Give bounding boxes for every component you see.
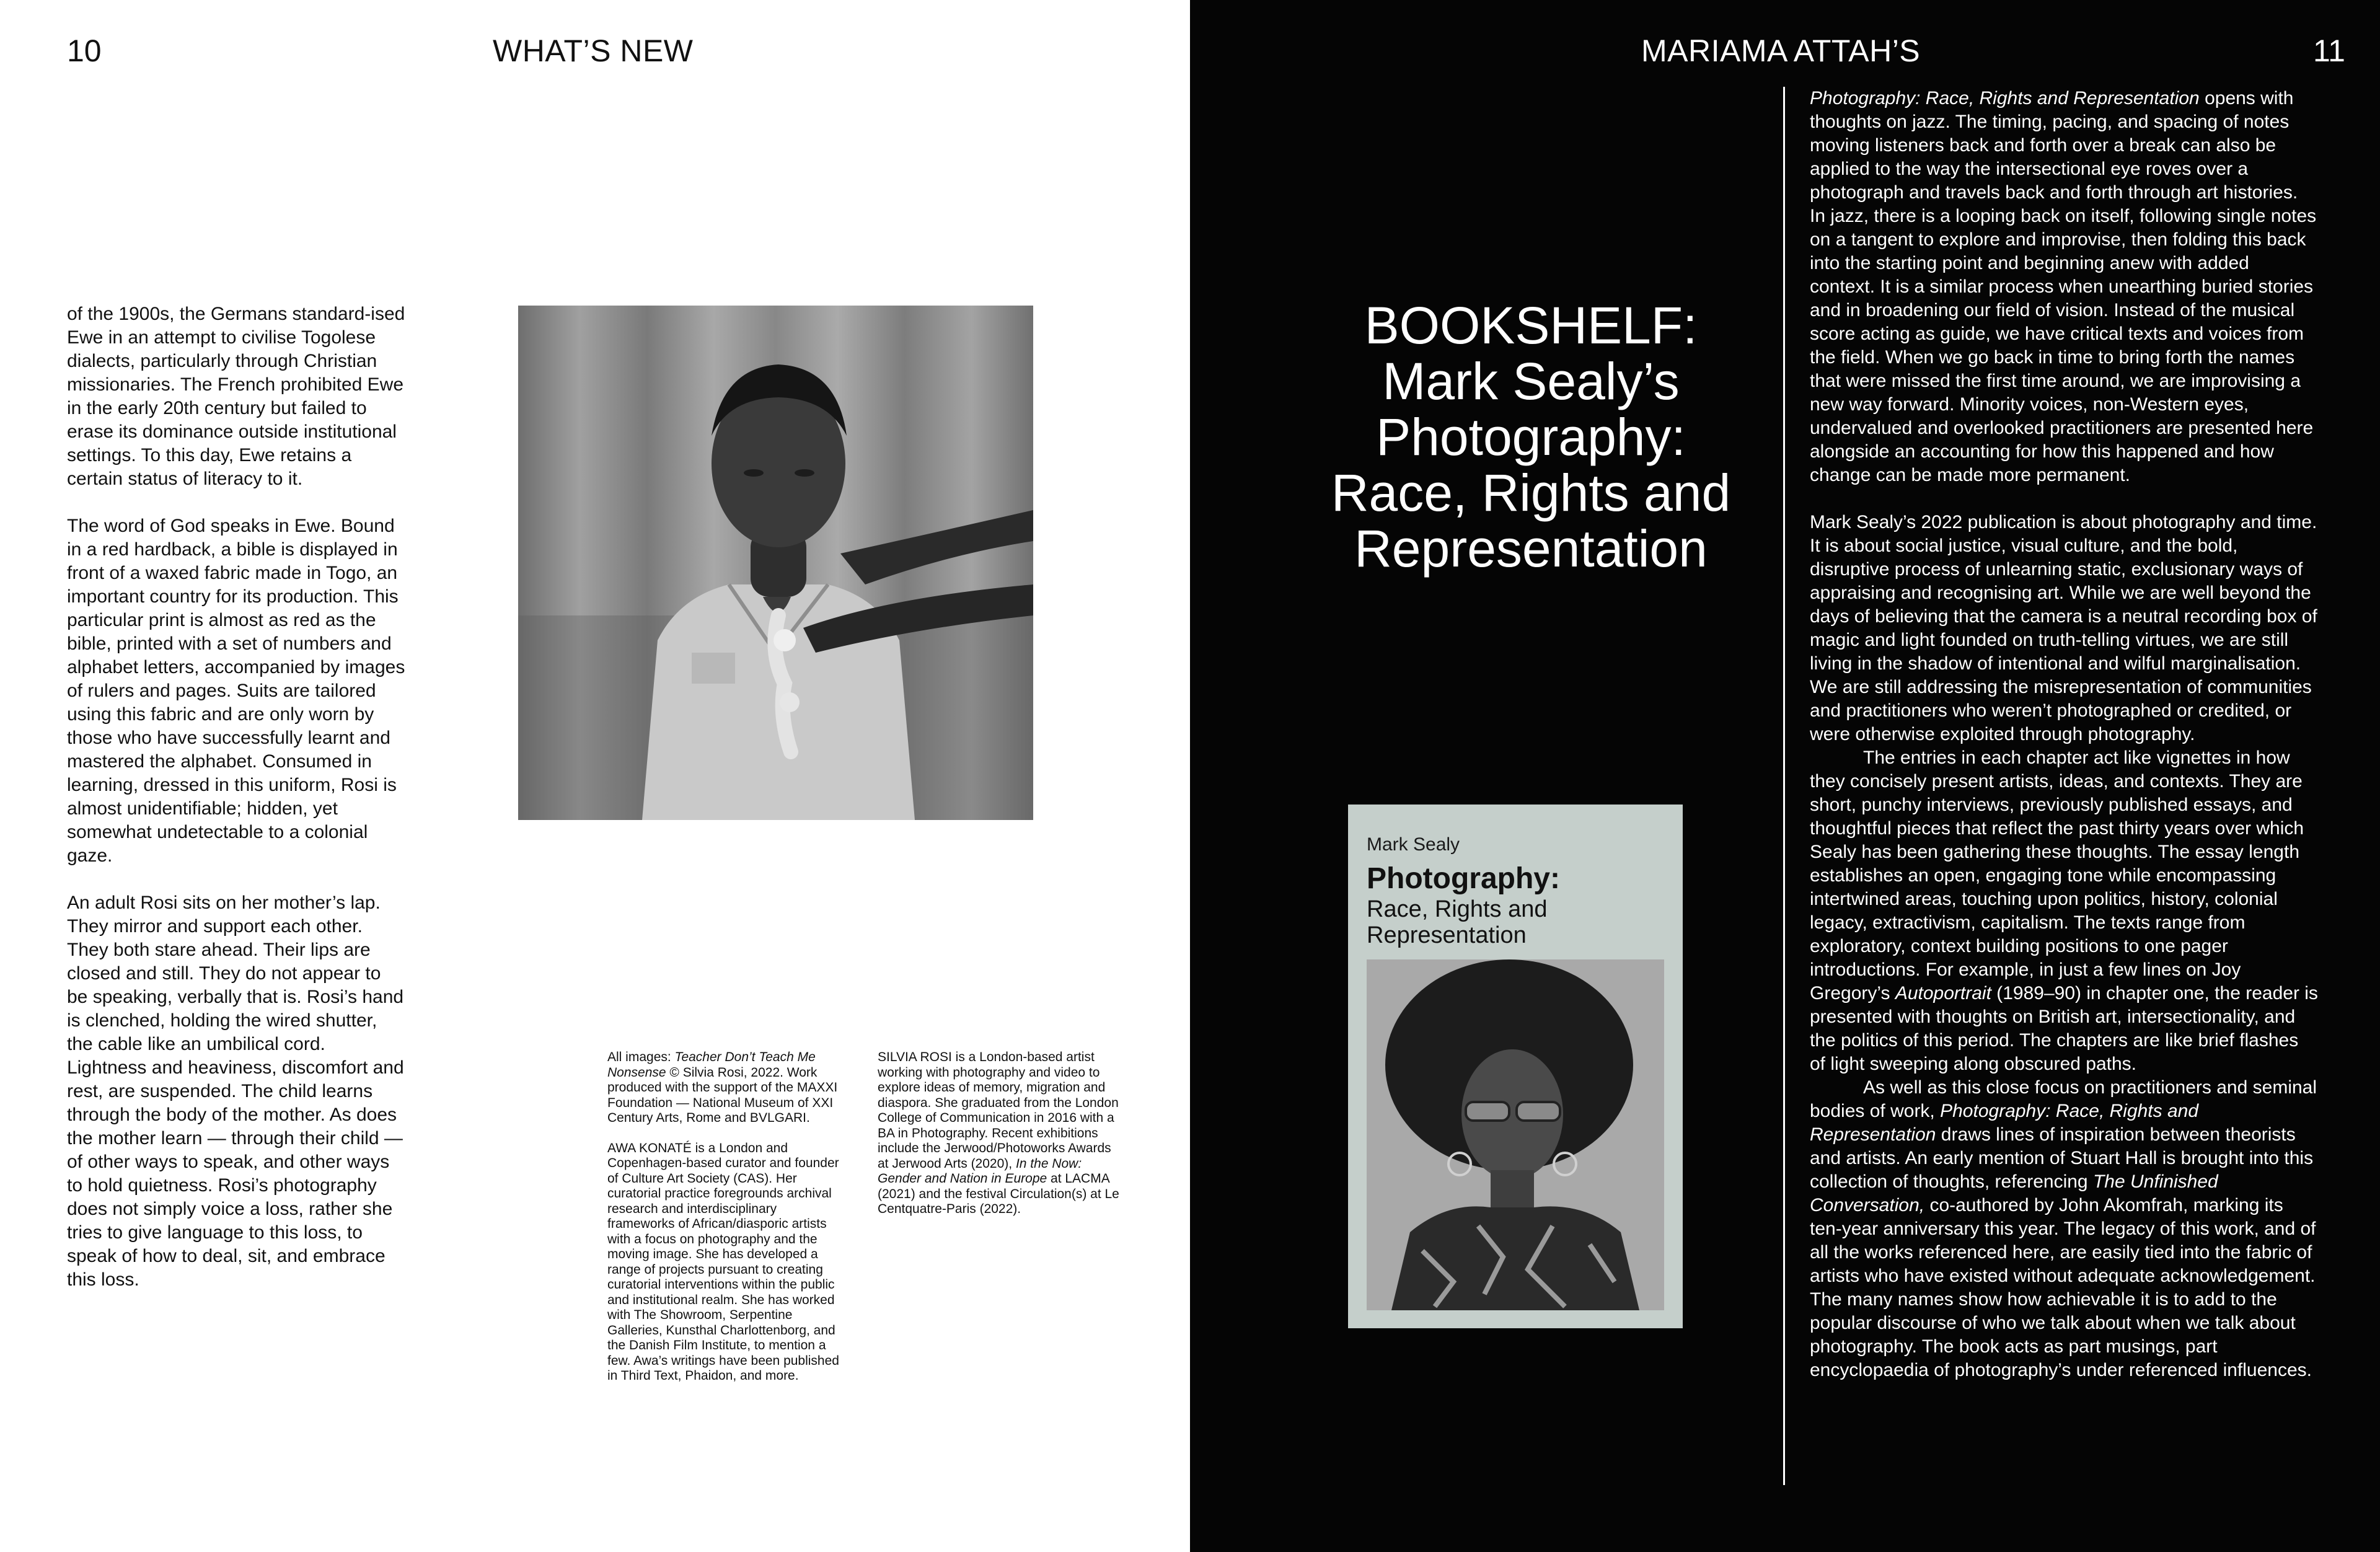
page-number-right: 11 (2313, 33, 2345, 68)
running-head-right: MARIAMA ATTAH’S (1641, 33, 1921, 68)
silvia-bio-part-b: at LACMA (2021) and the festival Circulation(s) at Le Centquatre-Paris (2022). (878, 1171, 1119, 1216)
book-cover-portrait (1367, 959, 1664, 1310)
headline-line-2: Mark Sealy’s (1382, 352, 1680, 410)
article-paragraph-2: Mark Sealy’s 2022 publication is about photography and time. It is about social justice, visual culture, and the bold, disruptive process of unlearning static, exclusionary ways of appraising and recognising art. While we are well beyond the days of believing that the camera is a neutral recording box of magic and light founded on truth-telling virtues, we are still living in the shadow of intentional and wilful marginalisation. We are still addressing the misrepresentation of communities and practitioners who weren’t photographed or credited, or were otherwise exploited through photography. (1810, 512, 2317, 744)
page-number-left: 10 (67, 33, 102, 68)
body-paragraph-1: of the 1900s, the Germans standard-ised Ewe in an attempt to civilise Togolese dialects, particularly through Christian missionaries. The French prohibited Ewe in the early 20th century but failed to erase its dominance outside institutional settings. To this day, Ewe retains a certain status of literacy to it. (67, 304, 405, 489)
headline-line-5: Representation (1354, 519, 1708, 578)
image-credit-title: Teacher Don’t Teach Me Nonsense (607, 1050, 816, 1080)
p3-part-a: The entries in each chapter act like vignettes in how they concisely present artists, ideas, and contexts. They are short, punchy interviews, previously published essays, and thoughtful pieces that reflect the past thirty years over which Sealy has been gathering these thoughts. The essay length establishes an open, engaging tone while encompassing intertwined areas, touching upon politics, history, colonial legacy, extractivism, capitalism. The texts range from exploratory, context building positions to one pager introductions. For example, in just a few lines on Joy Gregory’s (1810, 747, 2304, 1003)
caption-column-2 (878, 1050, 1123, 1232)
book-author: Mark Sealy (1367, 834, 1460, 855)
p4-part-a: As well as this close focus on practitioners and seminal bodies of work, (1810, 1077, 2317, 1121)
right-article-column (1810, 87, 2318, 1382)
p3-italic: Autoportrait (1895, 983, 1991, 1003)
silvia-bio-part-a: SILVIA ROSI is a London-based artist working with photography and video to explore ideas of memory, migration and diaspora. She graduated from the London College of Communication in 2016 with a BA in Photography. Recent exhibitions include the Jerwood/Photoworks Awards at Jerwood Arts (2020), (878, 1050, 1119, 1171)
p1-rest: opens with thoughts on jazz. The timing, pacing, and spacing of notes moving listeners back and forth over a break can also be applied to the way the intersectional eye roves over a photograph and travels back and forth through art histories. In jazz, there is a looping back on itself, following single notes on a tangent to explore and improvise, then folding this back into the starting point and beginning anew with added context. It is a similar process when unearthing buried stories and in broadening our field of vision. Instead of the musical score acting as guide, we have critical texts and voices from the field. When we go back in time to bring forth the names that were missed the first time around, we are improvising a new way forward. Minority voices, non-Western eyes, undervalued and overlooked practitioners are presented here alongside an accounting for how this happened and how change can be made more permanent. (1810, 88, 2317, 485)
image-credit-prefix: All images: (607, 1050, 675, 1064)
silvia-rosi-bio (878, 1050, 1123, 1217)
body-paragraph-3: An adult Rosi sits on her mother’s lap. They mirror and support each other. They both stare ahead. Their lips are closed and still. They do not appear to be speaking, verbally that is. Rosi’s hand is clenched, holding the wired shutter, the cable like an umbilical cord. Lightness and heaviness, discomfort and rest, are suspended. The child learns through the body of the mother. As does the mother learn — through their child — of other ways to speak, and other ways to hold quietness. Rosi’s photography does not simply voice a loss, rather she tries to give language to this loss, to speak of how to deal, sit, and embrace this loss. (67, 893, 404, 1290)
headline-line-3: Photography: (1376, 408, 1686, 466)
silvia-bio-italic: In the Now: Gender and Nation in Europe (878, 1156, 1082, 1186)
book-title: Photography: (1367, 862, 1560, 895)
book-cover (1348, 805, 1683, 1328)
column-divider (1783, 87, 1785, 1485)
paragraph-gap (1810, 487, 2318, 511)
caption-column-1 (607, 1050, 845, 1399)
photo-illustration (518, 306, 1033, 820)
book-subtitle: Race, Rights and Representation (1367, 896, 1548, 948)
running-head-left: WHAT’S NEW (493, 33, 694, 68)
p4-italic-1: Photography: Race, Rights and Representation (1810, 1101, 2199, 1145)
portrait-photo-teacher (518, 306, 1033, 820)
bookshelf-headline (1289, 298, 1773, 576)
cover-portrait-illustration (1367, 959, 1664, 1310)
body-paragraph-2: The word of God speaks in Ewe. Bound in a red hardback, a bible is displayed in front of a waxed fabric made in Togo, an important country for its production. This particular print is almost as red as the bible, printed with a set of numbers and alphabet letters, accompanied by images of rulers and pages. Suits are tailored using this fabric and are only worn by those who have successfully learnt and mastered the alphabet. Consumed in learning, dressed in this uniform, Rosi is almost unidentifiable; hidden, yet somewhat undetectable to a colonial gaze. (67, 516, 405, 866)
p4-part-b: draws lines of inspiration between theorists and artists. An early mention of Stuart Hall is brought into this collection of thoughts, referencing (1810, 1124, 2314, 1192)
left-body-column (67, 302, 405, 1315)
p4-part-c: co-authored by John Akomfrah, marking its ten-year anniversary this year. The legacy of this work, and of all the works referenced here, are easily tied into the fabric of artists who have existed without adequate acknowledgement. The many names show how achievable it is to add to the popular discourse of who we talk about when we talk about photography. The book acts as part musings, part encyclopaedia of photography’s under referenced influences. (1810, 1195, 2316, 1380)
article-paragraph-1 (1810, 87, 2318, 487)
p1-italic: Photography: Race, Rights and Representation (1810, 88, 2200, 108)
article-paragraph-3 (1810, 746, 2318, 1076)
headline-line-1: BOOKSHELF: (1364, 296, 1698, 355)
awa-konate-bio: AWA KONATÉ is a London and Copenhagen-based curator and founder of Culture Art Society (CAS). Her curatorial practice foregrounds archival research and interdisciplinary frameworks of African/diasporic artists with a focus on photography and the moving image. She has developed a range of projects pursuant to creating curatorial interventions within the public and institutional realm. She has worked with The Showroom, Serpentine Galleries, Kunsthal Charlottenborg, and the Danish Film Institute, to mention a few. Awa’s writings have been published in Third Text, Phaidon, and more. (607, 1140, 839, 1383)
image-credit-rest: © Silvia Rosi, 2022. Work produced with the support of the MAXXI Foundation — National Museum of XXI Century Arts, Rome and BVLGARI. (607, 1065, 838, 1125)
p4-italic-2: The Unfinished Conversation, (1810, 1171, 2218, 1215)
image-credit (607, 1050, 845, 1126)
article-paragraph-4 (1810, 1076, 2318, 1382)
right-page (1190, 0, 2380, 1552)
headline-line-4: Race, Rights and (1331, 464, 1731, 522)
p3-part-b: (1989–90) in chapter one, the reader is presented with thoughts on British art, intersectionality, and the politics of this period. The chapters are like brief flashes of light sweeping along obscured paths. (1810, 983, 2318, 1074)
